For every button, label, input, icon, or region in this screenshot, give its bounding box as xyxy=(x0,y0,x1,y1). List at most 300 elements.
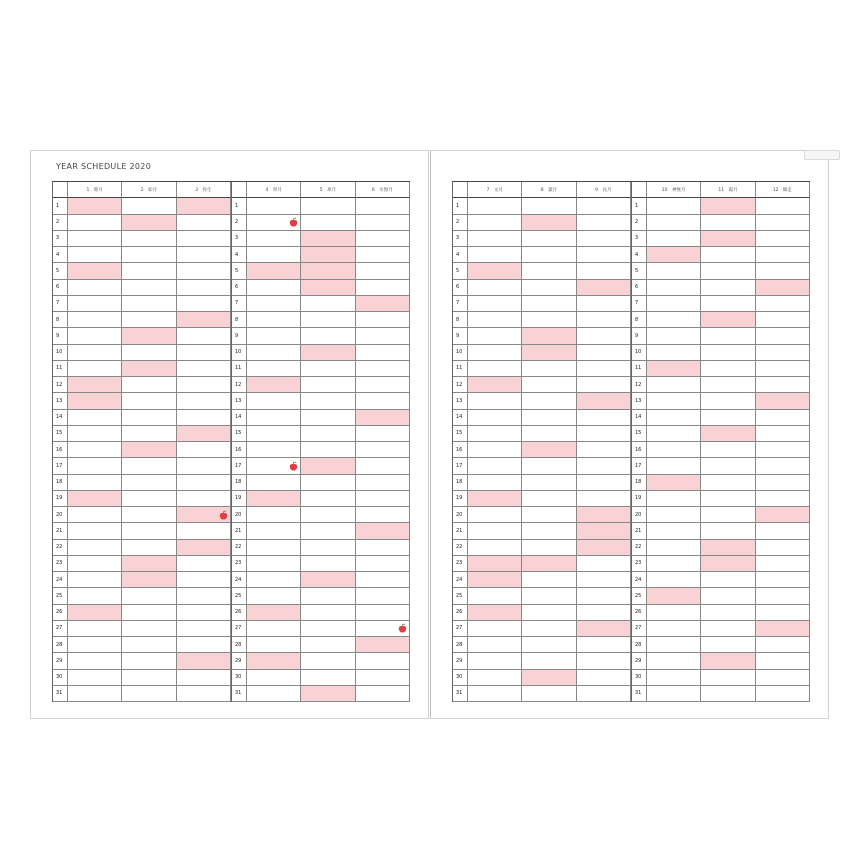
day-cell[interactable] xyxy=(701,572,755,588)
day-cell[interactable] xyxy=(247,247,301,263)
day-cell-highlighted[interactable] xyxy=(68,605,122,621)
day-cell[interactable] xyxy=(301,312,355,328)
day-cell-highlighted[interactable] xyxy=(468,605,522,621)
day-cell[interactable] xyxy=(468,540,522,556)
day-cell[interactable] xyxy=(68,523,122,539)
day-cell[interactable] xyxy=(68,312,122,328)
day-cell[interactable] xyxy=(701,247,755,263)
day-cell[interactable] xyxy=(247,296,301,312)
day-cell[interactable] xyxy=(247,410,301,426)
day-cell[interactable] xyxy=(122,280,176,296)
day-cell[interactable] xyxy=(247,215,301,231)
day-cell[interactable] xyxy=(756,442,810,458)
day-cell[interactable] xyxy=(68,458,122,474)
day-cell[interactable] xyxy=(356,345,410,361)
day-cell[interactable] xyxy=(756,198,810,214)
day-cell[interactable] xyxy=(701,280,755,296)
day-cell[interactable] xyxy=(247,198,301,214)
day-cell[interactable] xyxy=(356,475,410,491)
day-cell[interactable] xyxy=(68,637,122,653)
day-cell[interactable] xyxy=(647,426,701,442)
day-cell[interactable] xyxy=(756,491,810,507)
day-cell[interactable] xyxy=(522,572,576,588)
day-cell[interactable] xyxy=(301,475,355,491)
day-cell[interactable] xyxy=(122,198,176,214)
day-cell-highlighted[interactable] xyxy=(522,442,576,458)
day-cell[interactable] xyxy=(247,442,301,458)
day-cell[interactable] xyxy=(356,621,410,637)
day-cell[interactable] xyxy=(647,670,701,686)
day-cell[interactable] xyxy=(356,588,410,604)
day-cell-highlighted[interactable] xyxy=(701,312,755,328)
day-cell[interactable] xyxy=(356,328,410,344)
day-cell[interactable] xyxy=(356,231,410,247)
day-cell[interactable] xyxy=(647,280,701,296)
day-cell[interactable] xyxy=(756,540,810,556)
day-cell[interactable] xyxy=(577,198,631,214)
day-cell[interactable] xyxy=(177,410,231,426)
day-cell[interactable] xyxy=(577,410,631,426)
day-cell-highlighted[interactable] xyxy=(647,361,701,377)
day-cell[interactable] xyxy=(356,458,410,474)
day-cell-highlighted[interactable] xyxy=(522,556,576,572)
day-cell[interactable] xyxy=(701,215,755,231)
day-cell[interactable] xyxy=(301,361,355,377)
day-cell[interactable] xyxy=(522,507,576,523)
day-cell[interactable] xyxy=(522,475,576,491)
day-cell[interactable] xyxy=(468,653,522,669)
day-cell-highlighted[interactable] xyxy=(468,491,522,507)
day-cell[interactable] xyxy=(68,572,122,588)
day-cell[interactable] xyxy=(577,296,631,312)
day-cell[interactable] xyxy=(247,361,301,377)
day-cell-highlighted[interactable] xyxy=(177,198,231,214)
day-cell[interactable] xyxy=(577,312,631,328)
day-cell[interactable] xyxy=(356,540,410,556)
day-cell-highlighted[interactable] xyxy=(522,215,576,231)
day-cell[interactable] xyxy=(701,377,755,393)
day-cell[interactable] xyxy=(647,572,701,588)
day-cell-highlighted[interactable] xyxy=(301,458,355,474)
day-cell-highlighted[interactable] xyxy=(247,491,301,507)
day-cell[interactable] xyxy=(247,572,301,588)
day-cell[interactable] xyxy=(647,296,701,312)
day-cell-highlighted[interactable] xyxy=(356,637,410,653)
day-cell[interactable] xyxy=(756,263,810,279)
day-cell[interactable] xyxy=(122,296,176,312)
day-cell-highlighted[interactable] xyxy=(647,247,701,263)
day-cell[interactable] xyxy=(701,410,755,426)
day-cell[interactable] xyxy=(756,312,810,328)
day-cell[interactable] xyxy=(468,280,522,296)
day-cell[interactable] xyxy=(468,361,522,377)
day-cell[interactable] xyxy=(701,637,755,653)
day-cell[interactable] xyxy=(122,263,176,279)
day-cell[interactable] xyxy=(177,605,231,621)
day-cell[interactable] xyxy=(701,361,755,377)
day-cell[interactable] xyxy=(68,442,122,458)
day-cell-highlighted[interactable] xyxy=(68,393,122,409)
day-cell[interactable] xyxy=(577,686,631,702)
day-cell[interactable] xyxy=(522,540,576,556)
day-cell[interactable] xyxy=(301,442,355,458)
day-cell-highlighted[interactable] xyxy=(122,572,176,588)
day-cell[interactable] xyxy=(177,556,231,572)
day-cell-highlighted[interactable] xyxy=(177,312,231,328)
day-cell[interactable] xyxy=(522,263,576,279)
day-cell[interactable] xyxy=(301,507,355,523)
day-cell[interactable] xyxy=(647,458,701,474)
day-cell[interactable] xyxy=(522,410,576,426)
day-cell[interactable] xyxy=(701,393,755,409)
day-cell[interactable] xyxy=(701,442,755,458)
day-cell[interactable] xyxy=(647,215,701,231)
day-cell[interactable] xyxy=(756,377,810,393)
day-cell-highlighted[interactable] xyxy=(756,621,810,637)
day-cell[interactable] xyxy=(122,621,176,637)
day-cell[interactable] xyxy=(468,507,522,523)
day-cell-highlighted[interactable] xyxy=(647,475,701,491)
day-cell[interactable] xyxy=(356,491,410,507)
day-cell[interactable] xyxy=(756,231,810,247)
day-cell[interactable] xyxy=(356,377,410,393)
day-cell[interactable] xyxy=(356,361,410,377)
day-cell[interactable] xyxy=(468,198,522,214)
day-cell-highlighted[interactable] xyxy=(647,588,701,604)
day-cell-highlighted[interactable] xyxy=(301,247,355,263)
day-cell[interactable] xyxy=(301,588,355,604)
day-cell-highlighted[interactable] xyxy=(577,621,631,637)
day-cell[interactable] xyxy=(468,621,522,637)
day-cell[interactable] xyxy=(701,345,755,361)
day-cell[interactable] xyxy=(68,231,122,247)
day-cell[interactable] xyxy=(577,588,631,604)
day-cell-highlighted[interactable] xyxy=(577,523,631,539)
day-cell[interactable] xyxy=(177,491,231,507)
day-cell[interactable] xyxy=(68,426,122,442)
day-cell[interactable] xyxy=(756,296,810,312)
day-cell[interactable] xyxy=(647,507,701,523)
day-cell[interactable] xyxy=(356,312,410,328)
day-cell[interactable] xyxy=(756,670,810,686)
day-cell[interactable] xyxy=(177,442,231,458)
day-cell[interactable] xyxy=(647,345,701,361)
day-cell[interactable] xyxy=(301,426,355,442)
day-cell[interactable] xyxy=(122,653,176,669)
day-cell[interactable] xyxy=(522,361,576,377)
day-cell[interactable] xyxy=(68,670,122,686)
day-cell[interactable] xyxy=(468,215,522,231)
day-cell-highlighted[interactable] xyxy=(701,198,755,214)
day-cell[interactable] xyxy=(122,393,176,409)
day-cell[interactable] xyxy=(647,410,701,426)
day-cell[interactable] xyxy=(247,556,301,572)
day-cell[interactable] xyxy=(301,670,355,686)
day-cell-highlighted[interactable] xyxy=(301,686,355,702)
day-cell[interactable] xyxy=(701,263,755,279)
day-cell-highlighted[interactable] xyxy=(756,507,810,523)
day-cell[interactable] xyxy=(577,442,631,458)
day-cell[interactable] xyxy=(701,475,755,491)
day-cell[interactable] xyxy=(68,280,122,296)
day-cell[interactable] xyxy=(122,588,176,604)
day-cell-highlighted[interactable] xyxy=(577,393,631,409)
day-cell[interactable] xyxy=(177,475,231,491)
day-cell[interactable] xyxy=(577,637,631,653)
day-cell[interactable] xyxy=(122,458,176,474)
day-cell[interactable] xyxy=(647,377,701,393)
day-cell[interactable] xyxy=(577,328,631,344)
day-cell[interactable] xyxy=(756,637,810,653)
day-cell[interactable] xyxy=(247,280,301,296)
day-cell[interactable] xyxy=(468,686,522,702)
day-cell[interactable] xyxy=(468,328,522,344)
day-cell-highlighted[interactable] xyxy=(577,280,631,296)
day-cell[interactable] xyxy=(68,588,122,604)
day-cell[interactable] xyxy=(177,263,231,279)
day-cell[interactable] xyxy=(468,410,522,426)
day-cell[interactable] xyxy=(177,361,231,377)
day-cell[interactable] xyxy=(468,523,522,539)
day-cell[interactable] xyxy=(522,523,576,539)
day-cell-highlighted[interactable] xyxy=(756,393,810,409)
day-cell[interactable] xyxy=(522,637,576,653)
day-cell[interactable] xyxy=(177,215,231,231)
day-cell[interactable] xyxy=(468,670,522,686)
day-cell[interactable] xyxy=(247,686,301,702)
day-cell[interactable] xyxy=(122,231,176,247)
day-cell[interactable] xyxy=(301,215,355,231)
day-cell[interactable] xyxy=(701,670,755,686)
day-cell-highlighted[interactable] xyxy=(247,377,301,393)
day-cell[interactable] xyxy=(177,523,231,539)
day-cell[interactable] xyxy=(122,312,176,328)
day-cell[interactable] xyxy=(177,280,231,296)
day-cell[interactable] xyxy=(468,458,522,474)
day-cell[interactable] xyxy=(247,475,301,491)
day-cell[interactable] xyxy=(756,605,810,621)
day-cell[interactable] xyxy=(701,296,755,312)
day-cell[interactable] xyxy=(356,556,410,572)
day-cell[interactable] xyxy=(356,263,410,279)
day-cell[interactable] xyxy=(356,198,410,214)
day-cell[interactable] xyxy=(301,410,355,426)
day-cell[interactable] xyxy=(301,653,355,669)
day-cell[interactable] xyxy=(356,442,410,458)
day-cell-highlighted[interactable] xyxy=(177,653,231,669)
day-cell-highlighted[interactable] xyxy=(701,231,755,247)
day-cell[interactable] xyxy=(647,621,701,637)
day-cell[interactable] xyxy=(122,377,176,393)
day-cell[interactable] xyxy=(756,588,810,604)
day-cell[interactable] xyxy=(301,393,355,409)
day-cell[interactable] xyxy=(122,686,176,702)
day-cell[interactable] xyxy=(756,328,810,344)
day-cell[interactable] xyxy=(522,426,576,442)
day-cell[interactable] xyxy=(468,393,522,409)
day-cell-highlighted[interactable] xyxy=(68,491,122,507)
day-cell-highlighted[interactable] xyxy=(122,442,176,458)
day-cell-highlighted[interactable] xyxy=(522,670,576,686)
day-cell-highlighted[interactable] xyxy=(468,572,522,588)
day-cell-highlighted[interactable] xyxy=(247,653,301,669)
day-cell-highlighted[interactable] xyxy=(356,523,410,539)
day-cell[interactable] xyxy=(522,458,576,474)
day-cell[interactable] xyxy=(647,523,701,539)
day-cell[interactable] xyxy=(247,670,301,686)
day-cell[interactable] xyxy=(177,377,231,393)
day-cell[interactable] xyxy=(68,247,122,263)
day-cell[interactable] xyxy=(301,637,355,653)
day-cell[interactable] xyxy=(647,556,701,572)
day-cell[interactable] xyxy=(577,572,631,588)
day-cell[interactable] xyxy=(468,588,522,604)
day-cell[interactable] xyxy=(468,637,522,653)
day-cell[interactable] xyxy=(247,588,301,604)
day-cell[interactable] xyxy=(647,637,701,653)
day-cell[interactable] xyxy=(756,426,810,442)
day-cell[interactable] xyxy=(247,393,301,409)
day-cell[interactable] xyxy=(756,345,810,361)
day-cell[interactable] xyxy=(356,393,410,409)
day-cell[interactable] xyxy=(577,215,631,231)
day-cell[interactable] xyxy=(577,231,631,247)
day-cell[interactable] xyxy=(756,410,810,426)
day-cell[interactable] xyxy=(247,458,301,474)
day-cell[interactable] xyxy=(177,393,231,409)
day-cell[interactable] xyxy=(122,491,176,507)
day-cell[interactable] xyxy=(301,621,355,637)
day-cell[interactable] xyxy=(647,328,701,344)
day-cell[interactable] xyxy=(68,475,122,491)
day-cell-highlighted[interactable] xyxy=(356,410,410,426)
day-cell[interactable] xyxy=(301,605,355,621)
day-cell-highlighted[interactable] xyxy=(177,507,231,523)
day-cell[interactable] xyxy=(177,458,231,474)
day-cell[interactable] xyxy=(177,247,231,263)
day-cell[interactable] xyxy=(522,377,576,393)
day-cell[interactable] xyxy=(701,605,755,621)
day-cell[interactable] xyxy=(468,312,522,328)
day-cell[interactable] xyxy=(122,426,176,442)
day-cell[interactable] xyxy=(756,653,810,669)
day-cell[interactable] xyxy=(756,458,810,474)
day-cell[interactable] xyxy=(122,475,176,491)
day-cell[interactable] xyxy=(647,653,701,669)
day-cell-highlighted[interactable] xyxy=(301,280,355,296)
day-cell[interactable] xyxy=(577,653,631,669)
day-cell[interactable] xyxy=(247,312,301,328)
day-cell-highlighted[interactable] xyxy=(468,263,522,279)
day-cell[interactable] xyxy=(247,523,301,539)
day-cell[interactable] xyxy=(68,686,122,702)
day-cell[interactable] xyxy=(68,507,122,523)
day-cell[interactable] xyxy=(122,247,176,263)
day-cell[interactable] xyxy=(356,507,410,523)
day-cell[interactable] xyxy=(468,426,522,442)
day-cell[interactable] xyxy=(577,605,631,621)
day-cell[interactable] xyxy=(756,556,810,572)
day-cell[interactable] xyxy=(577,377,631,393)
day-cell[interactable] xyxy=(756,523,810,539)
day-cell[interactable] xyxy=(356,653,410,669)
day-cell-highlighted[interactable] xyxy=(756,280,810,296)
day-cell-highlighted[interactable] xyxy=(301,345,355,361)
day-cell[interactable] xyxy=(647,605,701,621)
day-cell-highlighted[interactable] xyxy=(577,507,631,523)
day-cell[interactable] xyxy=(701,507,755,523)
day-cell[interactable] xyxy=(356,280,410,296)
day-cell[interactable] xyxy=(522,686,576,702)
day-cell[interactable] xyxy=(122,540,176,556)
day-cell[interactable] xyxy=(247,328,301,344)
day-cell[interactable] xyxy=(577,247,631,263)
day-cell[interactable] xyxy=(177,588,231,604)
day-cell[interactable] xyxy=(577,263,631,279)
day-cell-highlighted[interactable] xyxy=(301,572,355,588)
day-cell[interactable] xyxy=(356,572,410,588)
day-cell[interactable] xyxy=(356,670,410,686)
day-cell-highlighted[interactable] xyxy=(468,377,522,393)
day-cell[interactable] xyxy=(247,231,301,247)
day-cell-highlighted[interactable] xyxy=(701,653,755,669)
day-cell[interactable] xyxy=(577,670,631,686)
day-cell[interactable] xyxy=(647,263,701,279)
day-cell[interactable] xyxy=(577,556,631,572)
day-cell-highlighted[interactable] xyxy=(577,540,631,556)
day-cell[interactable] xyxy=(68,556,122,572)
day-cell[interactable] xyxy=(68,540,122,556)
day-cell[interactable] xyxy=(68,345,122,361)
day-cell-highlighted[interactable] xyxy=(122,215,176,231)
day-cell[interactable] xyxy=(701,686,755,702)
day-cell[interactable] xyxy=(647,198,701,214)
day-cell-highlighted[interactable] xyxy=(301,263,355,279)
day-cell[interactable] xyxy=(301,491,355,507)
day-cell[interactable] xyxy=(522,280,576,296)
day-cell-highlighted[interactable] xyxy=(122,361,176,377)
day-cell-highlighted[interactable] xyxy=(122,556,176,572)
day-cell[interactable] xyxy=(701,328,755,344)
day-cell[interactable] xyxy=(522,312,576,328)
day-cell[interactable] xyxy=(522,605,576,621)
day-cell[interactable] xyxy=(177,231,231,247)
day-cell-highlighted[interactable] xyxy=(522,345,576,361)
day-cell[interactable] xyxy=(647,540,701,556)
day-cell[interactable] xyxy=(177,637,231,653)
day-cell[interactable] xyxy=(122,605,176,621)
day-cell[interactable] xyxy=(647,491,701,507)
day-cell-highlighted[interactable] xyxy=(701,426,755,442)
day-cell[interactable] xyxy=(577,361,631,377)
day-cell-highlighted[interactable] xyxy=(468,556,522,572)
day-cell[interactable] xyxy=(122,507,176,523)
day-cell[interactable] xyxy=(68,410,122,426)
day-cell[interactable] xyxy=(647,442,701,458)
day-cell[interactable] xyxy=(247,621,301,637)
day-cell[interactable] xyxy=(177,345,231,361)
day-cell[interactable] xyxy=(301,523,355,539)
day-cell[interactable] xyxy=(468,231,522,247)
day-cell[interactable] xyxy=(122,670,176,686)
day-cell[interactable] xyxy=(756,686,810,702)
day-cell[interactable] xyxy=(177,686,231,702)
day-cell[interactable] xyxy=(122,410,176,426)
day-cell-highlighted[interactable] xyxy=(247,605,301,621)
day-cell[interactable] xyxy=(522,231,576,247)
day-cell[interactable] xyxy=(468,442,522,458)
day-cell[interactable] xyxy=(522,247,576,263)
